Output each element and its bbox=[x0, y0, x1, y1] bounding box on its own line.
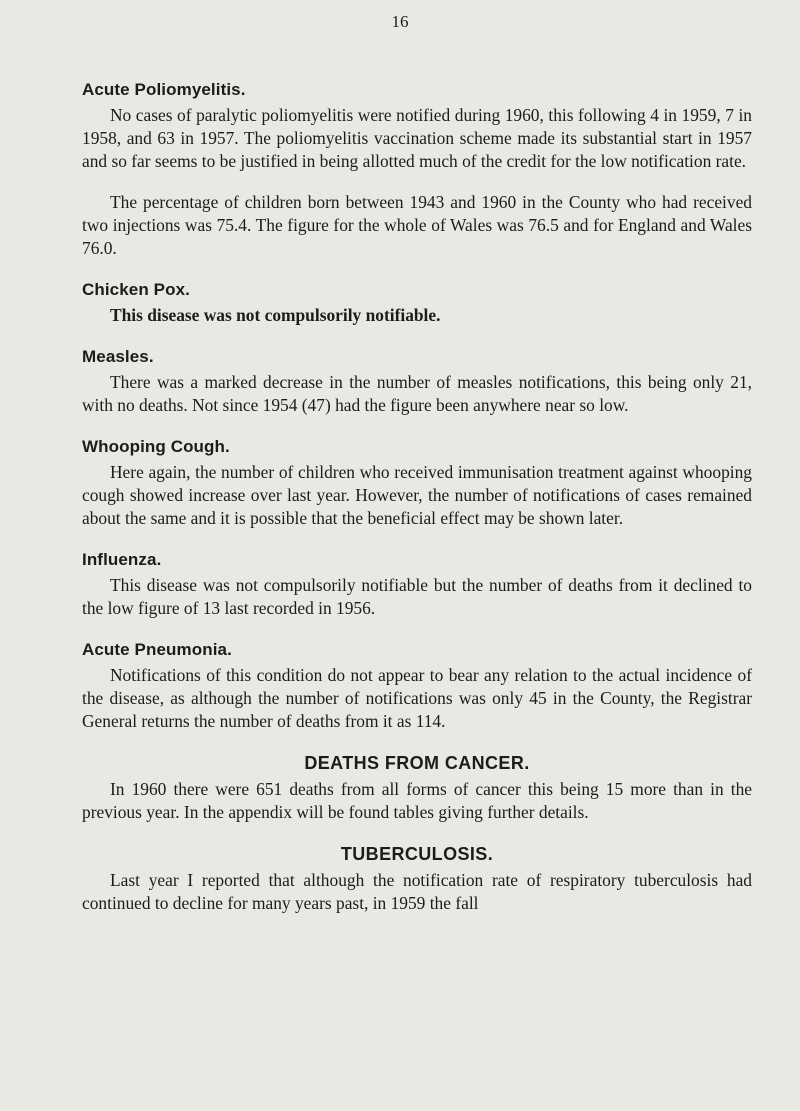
paragraph: Here again, the number of children who received immunisation treatment against whooping cough showed increase over last year. However, the number of notifications of cases remained about the same and it is possible that the beneficial effect may be shown later. bbox=[82, 462, 752, 528]
section-measles bbox=[82, 347, 752, 417]
section-influenza bbox=[82, 550, 752, 620]
paragraph: There was a marked decrease in the number of measles notifications, this being only 21, with no deaths. Not since 1954 (47) had the figure been anywhere near so low. bbox=[82, 372, 752, 415]
section-acute-poliomyelitis bbox=[82, 80, 752, 260]
page-content bbox=[82, 80, 752, 915]
section-heading: Acute Pneumonia. bbox=[82, 640, 232, 659]
section-heading: Chicken Pox. bbox=[82, 280, 190, 299]
paragraph: The percentage of children born between 1943 and 1960 in the County who had received two injections was 75.4. The figure for the whole of Wales was 76.5 and for England and Wales 76.0. bbox=[82, 192, 752, 258]
section-heading: Measles. bbox=[82, 347, 154, 366]
paragraph: This disease was not compulsorily notifiable. bbox=[110, 305, 441, 325]
paragraph: In 1960 there were 651 deaths from all forms of cancer this being 15 more than in the previous year. In the appendix will be found tables giving further details. bbox=[82, 779, 752, 822]
section-heading: Whooping Cough. bbox=[82, 437, 230, 456]
paragraph: No cases of paralytic poliomyelitis were notified during 1960, this following 4 in 1959, 7 in 1958, and 63 in 1957. The poliomyelitis vaccination scheme made its substantial start in 1957 and so far seems to be justified in being allotted much of the credit for the low notification rate. bbox=[82, 105, 752, 171]
section-heading: TUBERCULOSIS. bbox=[340, 844, 494, 864]
section-heading: Influenza. bbox=[82, 550, 162, 569]
section-tuberculosis bbox=[82, 844, 752, 915]
section-deaths-from-cancer bbox=[82, 753, 752, 824]
section-acute-pneumonia bbox=[82, 640, 752, 733]
page-number: 16 bbox=[391, 12, 409, 31]
paragraph: Last year I reported that although the notification rate of respiratory tuberculosis had continued to decline for many years past, in 1959 the fall bbox=[82, 870, 752, 913]
section-heading: Acute Poliomyelitis. bbox=[82, 80, 246, 99]
paragraph: This disease was not compulsorily notifiable but the number of deaths from it declined to the low figure of 13 last recorded in 1956. bbox=[82, 575, 752, 618]
section-chicken-pox bbox=[82, 280, 752, 327]
paragraph: Notifications of this condition do not appear to bear any relation to the actual incidence of the disease, as although the number of notifications was only 45 in the County, the Registrar General returns the number of deaths from it as 114. bbox=[82, 665, 752, 731]
section-whooping-cough bbox=[82, 437, 752, 530]
section-heading: DEATHS FROM CANCER. bbox=[304, 753, 530, 773]
